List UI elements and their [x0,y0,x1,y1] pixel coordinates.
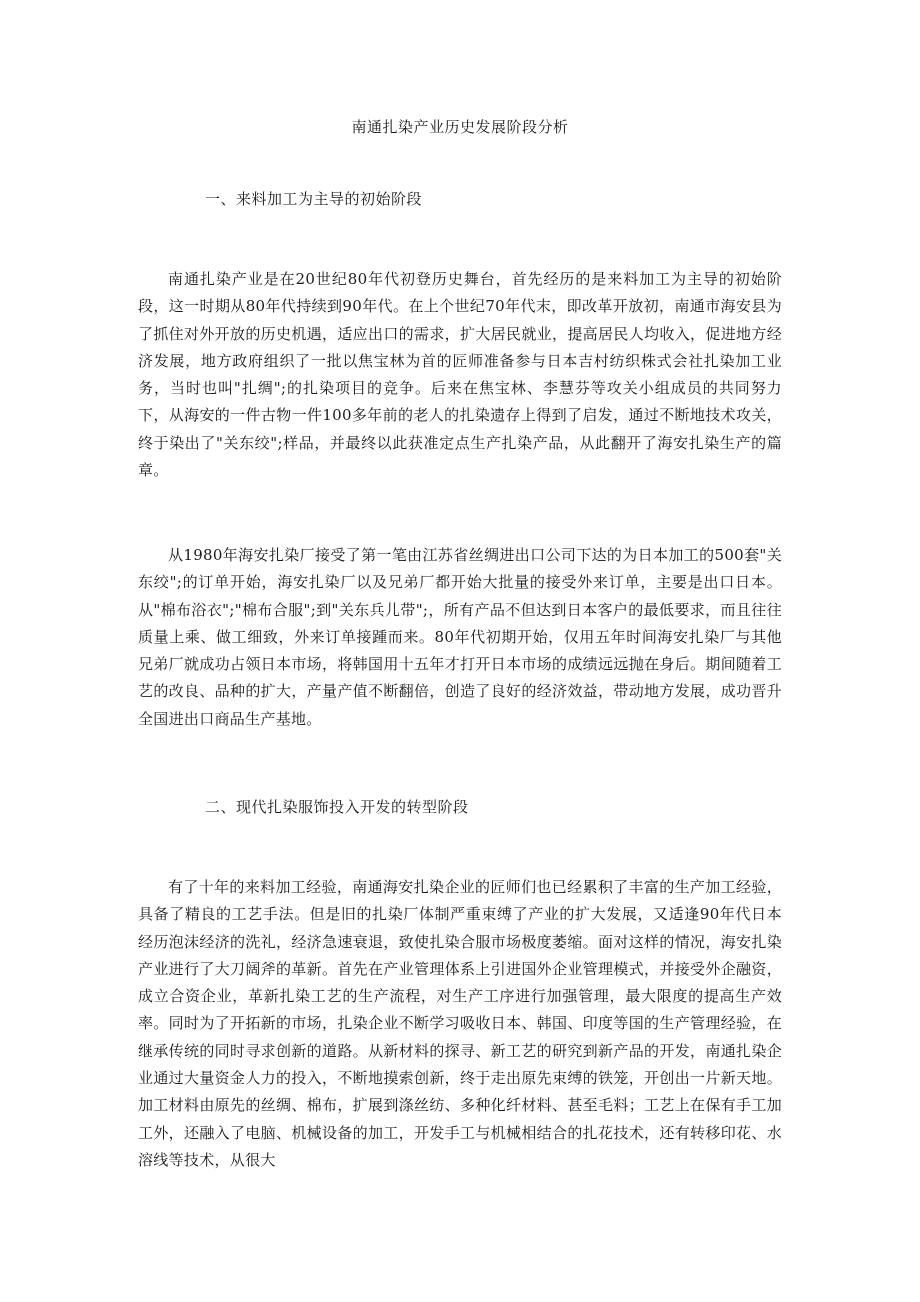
document-title: 南通扎染产业历史发展阶段分析 [351,118,569,136]
section-heading-1: 一、来料加工为主导的初始阶段 [205,190,423,208]
section-heading-2: 二、现代扎染服饰投入开发的转型阶段 [205,798,469,816]
section-1-paragraph-1: 南通扎染产业是在20世纪80年代初登历史舞台，首先经历的是来料加工为主导的初始阶段，这一时期从80年代持续到90年代。在上个世纪70年代末，即改革开放初，南通市海安县为了抓住对外开放的历史机遇，适应出口的需求，扩大居民就业，提高居民人均收入，促进地方经济发展，地方政府组织了一批以焦宝林为首的匠师准备参与日本吉村纺织株式会社扎染加工业务，当时也叫"扎绸";的扎染项目的竞争。后来在焦宝林、李慧芬等攻关小组成员的共同努力下，从海安的一件古物一件100多年前的老人的扎染遗存上得到了启发，通过不断地技术攻关，终于染出了"关东绞";样品，并最终以此获准定点生产扎染产品，从此翻开了海安扎染生产的篇章。 [138,270,782,480]
section-2-paragraph-1: 有了十年的来料加工经验，南通海安扎染企业的匠师们也已经累积了丰富的生产加工经验，具备了精良的工艺手法。但是旧的扎染厂体制严重束缚了产业的扩大发展，又适逢90年代日本经历泡沫经济的洗礼，经济急速衰退，致使扎染合服市场极度萎缩。面对这样的情况，海安扎染产业进行了大刀阔斧的革新。首先在产业管理体系上引进国外企业管理模式，并接受外企融资，成立合资企业，革新扎染工艺的生产流程，对生产工序进行加强管理，最大限度的提高生产效率。同时为了开拓新的市场，扎染企业不断学习吸收日本、韩国、印度等国的生产管理经验，在继承传统的同时寻求创新的道路。从新材料的探寻、新工艺的研究到新产品的开发，南通扎染企业通过大量资金人力的投入，不断地摸索创新，终于走出原先束缚的铁笼，开创出一片新天地。加工材料由原先的丝绸、棉布，扩展到涤丝纺、多种化纤材料、甚至毛料；工艺上在保有手工加工外，还融入了电脑、机械设备的加工，开发手工与机械相结合的扎花技术，还有转移印花、水溶线等技术，从很大 [138,878,782,1169]
section-1-paragraph-2: 从1980年海安扎染厂接受了第一笔由江苏省丝绸进出口公司下达的为日本加工的500套"关东绞";的订单开始，海安扎染厂以及兄弟厂都开始大批量的接受外来订单，主要是出口日本。从"棉布浴衣";"棉布合服";到"关东兵儿带";，所有产品不但达到日本客户的最低要求，而且往往质量上乘、做工细致，外来订单接踵而来。80年代初期开始，仅用五年时间海安扎染厂与其他兄弟厂就成功占领日本市场，将韩国用十五年才打开日本市场的成绩远远抛在身后。期间随着工艺的改良、品种的扩大，产量产值不断翻倍，创造了良好的经济效益，带动地方发展，成功晋升全国进出口商品生产基地。 [138,546,782,728]
